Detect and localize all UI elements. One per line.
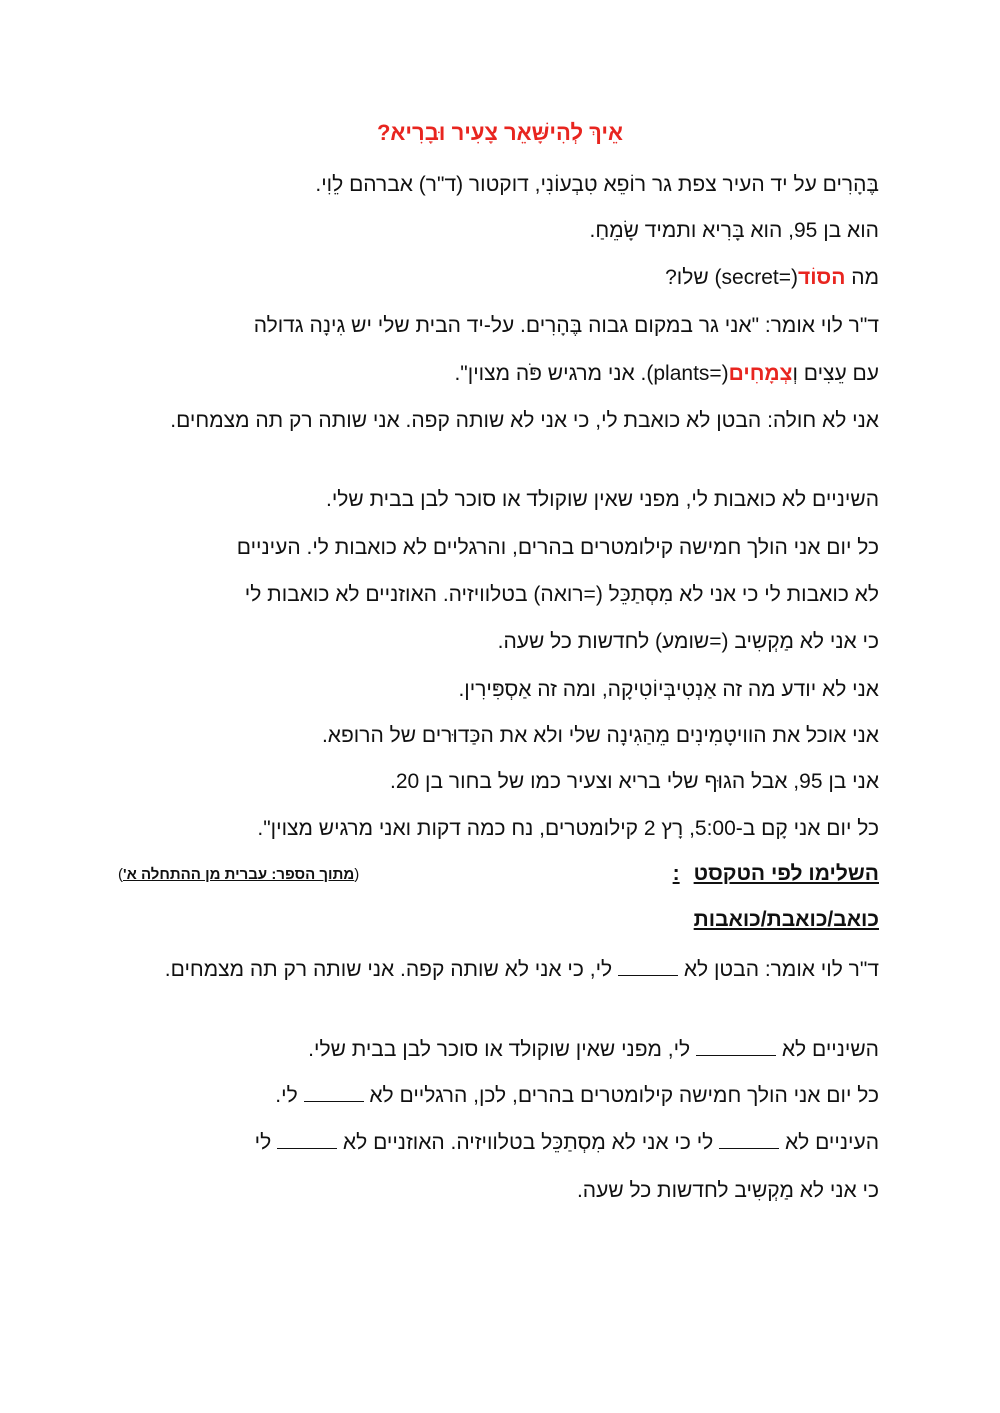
story-line-12: אני אוכל את הוויטָמִינִים מֵהַגִינָה שלי ולא את הכַּדוּרים של הרופא. [321, 724, 879, 747]
exercise-sentence-5: כי אני לא מַקְשִיב לחדשות כל שעה. [576, 1179, 879, 1202]
exercise-sentence-3: כל יום אני הולך חמישה קילומטרים בהרים, לכן, הרגליים לא לי. [119, 1081, 879, 1111]
story-line-10: כי אני לא מַקְשִיב (=שומע) לחדשות כל שעה. [497, 630, 879, 653]
story-line-4: ד"ר לוי אומר: "אני גר במקום גבוה בֶּהָרִים. על-יד הבית שלי יש גִינָה גדולה [253, 314, 879, 337]
story-line-3: מה הסוֹד(=secret) שלו? [665, 266, 879, 289]
worksheet-title: אֵיךְ לְהִישָּׁאֵר צָעִיר וּבָרִיא? [376, 120, 624, 145]
secret-keyword: הסוֹד [798, 266, 846, 289]
story-line-8: כל יום אני הולך חמישה קילומטרים בהרים, והרגליים לא כואבות לי. העיניים [236, 536, 879, 559]
answer-blank-5[interactable] [277, 1128, 337, 1149]
story-line-11: אני לא יודע מה זה אַנְטִיבְּיוֹטִיקָה, ומה זה אַסְפִּירִין. [458, 678, 879, 701]
exercise-heading: השלימו לפי הטקסט: [672, 862, 879, 885]
answer-blank-4[interactable] [719, 1128, 779, 1149]
exercise-sentence-1: ד"ר לוי אומר: הבטן לא לי, כי אני לא שותה קפה. אני שותה רק תה מצמחים. [119, 955, 879, 985]
story-line-1: בֶּהָרִים על יד העיר צפת גר רוֹפֵא טִבְעוֹנִי, דוקטור (ד"ר) אברהם לֵוִי. [315, 173, 879, 196]
story-line-6: אני לא חולה: הבטן לא כואבת לי, כי אני לא שותה קפה. אני שותה רק תה מצמחים. [170, 409, 879, 432]
story-line-14: כל יום אני קָם ב-5:00, רָץ 2 קילומטרים, נח כמה דקות ואני מרגיש מצוין". [257, 817, 879, 840]
answer-blank-1[interactable] [618, 955, 678, 976]
exercise-sentence-4: העיניים לא לי כי אני לא מִסְתַכֵּל בטלוויזיה. האוזניים לא לי [119, 1128, 879, 1158]
story-line-7: השיניים לא כואבות לי, מפני שאין שוקולד או סוכר לבן בבית שלי. [325, 488, 879, 511]
source-citation: (מתוך הספר: עברית מן ההתחלה א') [118, 866, 360, 883]
answer-blank-3[interactable] [304, 1081, 364, 1102]
story-line-9: לא כואבות לי כי אני לא מִסְתַכֵּל (=רואה) בטלוויזיה. האוזניים לא כואבות לי [244, 583, 879, 606]
exercise-sentence-2: השיניים לא לי, מפני שאין שוקולד או סוכר לבן בבית שלי. [119, 1035, 879, 1065]
word-bank: כואב/כואבת/כואבות [693, 908, 879, 931]
story-line-5: עם עֵצִים וְצְמָחִים(=plants). אני מרגיש פֹּה מצוין". [454, 362, 879, 385]
story-line-2: הוא בן 95, הוא בָּרִיא ותמיד שָׂמֵחַ. [589, 219, 879, 242]
answer-blank-2[interactable] [696, 1035, 776, 1056]
plants-keyword: צְמָחִים [728, 362, 793, 385]
story-line-13: אני בן 95, אבל הגוּף שלי בריא וצעיר כמו של בחור בן 20. [390, 770, 879, 793]
